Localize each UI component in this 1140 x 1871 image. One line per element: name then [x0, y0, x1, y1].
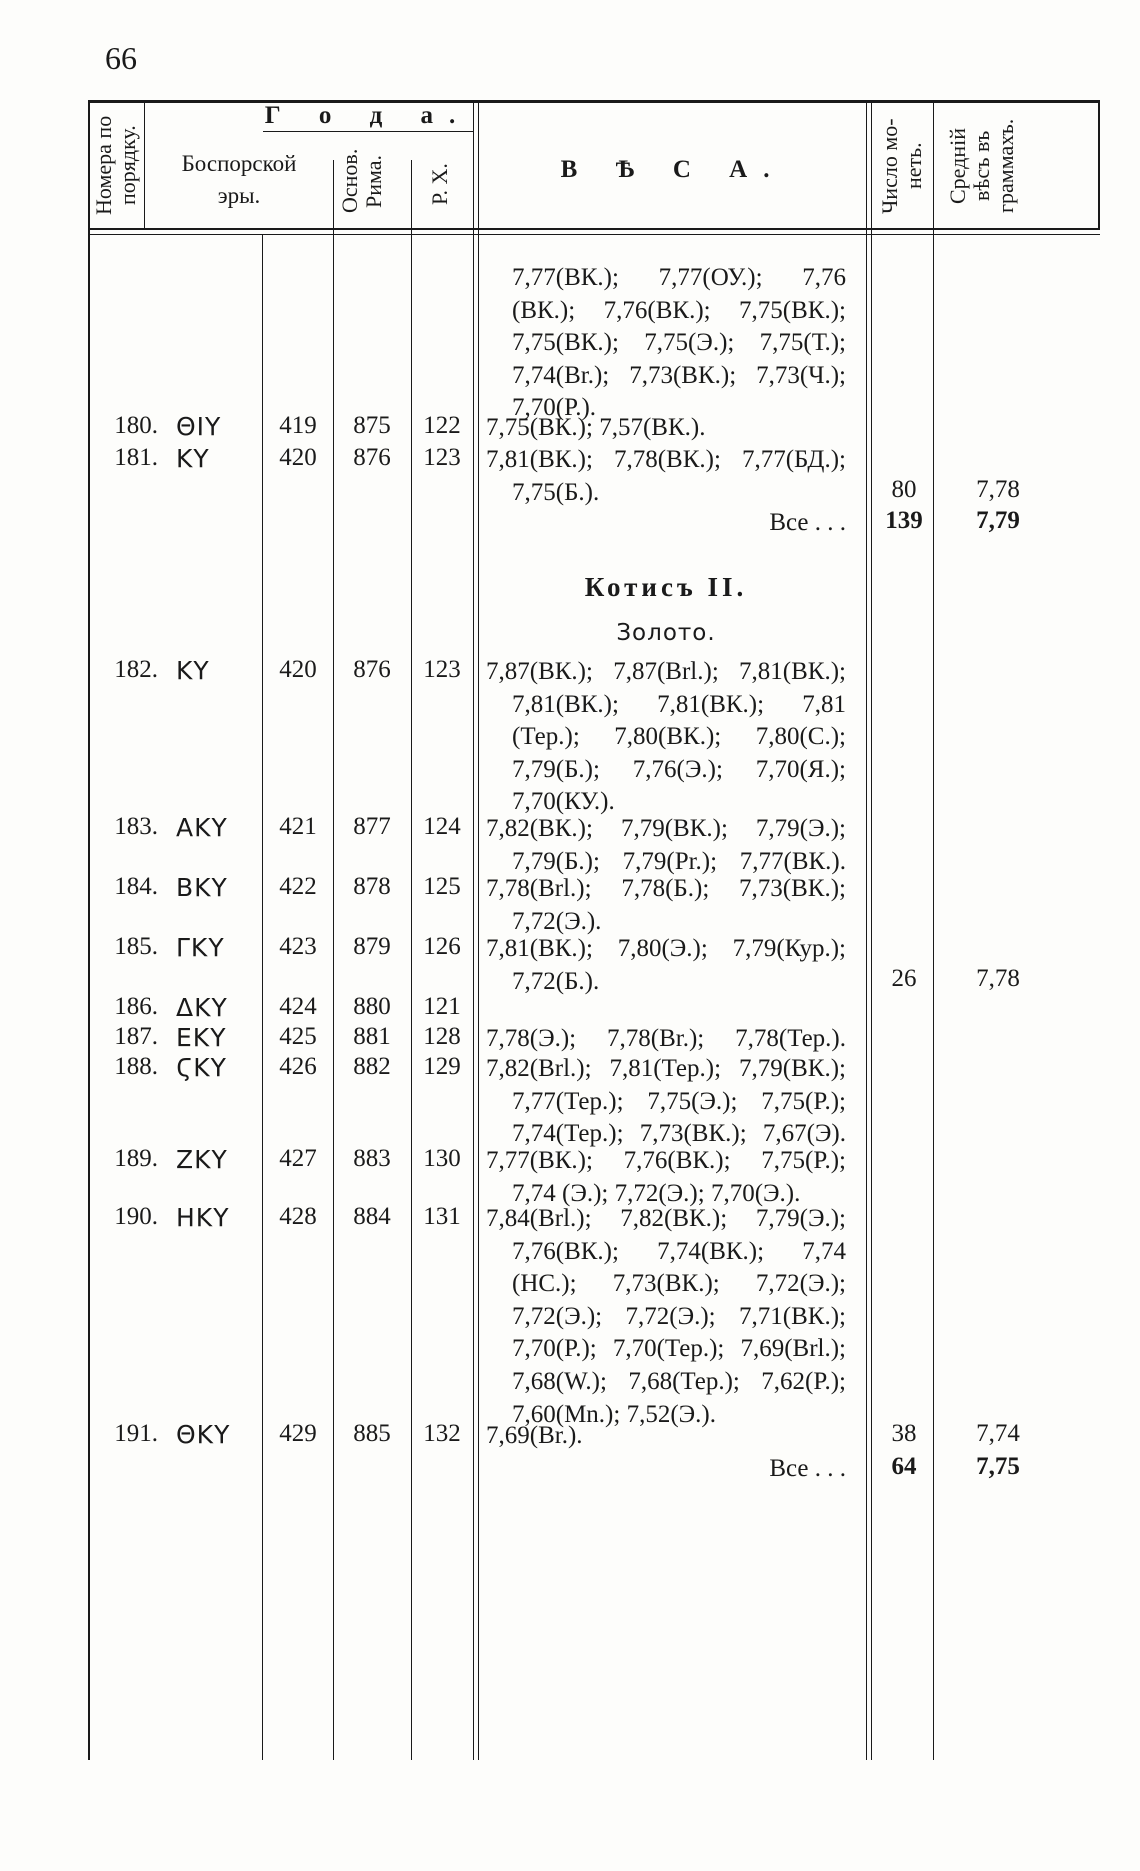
rome-year: 878	[353, 873, 391, 900]
bosporan-year: 428	[279, 1203, 317, 1230]
ad-year: 124	[423, 813, 461, 840]
ad-year: 126	[423, 933, 461, 960]
rome-year: 883	[353, 1145, 391, 1172]
greek-year: ΗΚΥ	[176, 1203, 230, 1232]
bosporan-year: 420	[279, 656, 317, 683]
weight-line: 7,78(Brl.); 7,78(Б.); 7,73(ВК.);	[486, 875, 846, 902]
col-line-ad-a	[473, 100, 474, 1760]
greek-year: ΔΚΥ	[176, 993, 228, 1022]
weights-table	[88, 102, 1100, 1760]
header-ad: Р. Х.	[427, 163, 452, 205]
weight-line: 7,76(ВК.); 7,74(ВК.); 7,74	[512, 1237, 846, 1265]
row-number: 188.	[114, 1053, 158, 1080]
total-label: Все . . .	[769, 1455, 846, 1482]
col-line-right	[1098, 100, 1100, 230]
ad-year: 122	[423, 412, 461, 439]
rome-year: 884	[353, 1203, 391, 1230]
years-rule	[263, 131, 473, 132]
bosporan-year: 421	[279, 813, 317, 840]
weight-line: (Тер.); 7,80(ВК.); 7,80(C.);	[512, 723, 846, 751]
header-count: Число мо- неть.	[877, 118, 926, 214]
greek-year: ΕΚΥ	[176, 1023, 227, 1052]
rome-year: 879	[353, 933, 391, 960]
greek-year: ϚΚΥ	[176, 1053, 227, 1082]
weight-line: 7,82(Brl.); 7,81(Тер.); 7,79(ВК.);	[486, 1055, 846, 1082]
average-weight: 7,74	[976, 1420, 1020, 1447]
weight-line: 7,78(Э.); 7,78(Br.); 7,78(Тер.).	[486, 1025, 846, 1052]
weights-cell	[486, 1420, 846, 1453]
section-title: Котисъ II.	[584, 572, 748, 602]
row-number: 189.	[114, 1145, 158, 1172]
rome-year: 877	[353, 813, 391, 840]
weight-line: 7,74(Br.); 7,73(ВК.); 7,73(Ч.);	[512, 361, 846, 389]
weights-cell	[486, 262, 846, 425]
row-number: 185.	[114, 933, 158, 960]
total-label: Все . . .	[769, 509, 846, 536]
ad-year: 129	[423, 1053, 461, 1080]
col-line-order	[144, 100, 145, 230]
weights-cell	[486, 412, 846, 445]
coin-count: 26	[891, 965, 917, 992]
row-number: 183.	[114, 813, 158, 840]
rome-year: 876	[353, 444, 391, 471]
top-rule	[88, 100, 1100, 103]
coin-count: 38	[891, 1420, 917, 1447]
col-line-w-b	[871, 100, 872, 1760]
weights-cell	[486, 1203, 846, 1431]
greek-year: ΘΙΥ	[176, 412, 222, 441]
total-average: 7,79	[976, 507, 1020, 534]
average-weight: 7,78	[976, 965, 1020, 992]
ad-year: 121	[423, 993, 461, 1020]
header-rome: Основ. Рима.	[337, 148, 386, 214]
weight-line: 7,70(КУ.).	[512, 788, 615, 816]
header-bosporan: Боспорской эры.	[181, 151, 297, 208]
rome-year: 885	[353, 1420, 391, 1447]
section-subtitle: Золото.	[616, 620, 716, 646]
weights-cell	[486, 444, 846, 509]
rome-year: 882	[353, 1053, 391, 1080]
weights-cell	[486, 873, 846, 938]
total-average: 7,75	[976, 1453, 1020, 1480]
rome-year: 880	[353, 993, 391, 1020]
weights-cell	[486, 1145, 846, 1210]
bosporan-year: 429	[279, 1420, 317, 1447]
row-number: 181.	[114, 444, 158, 471]
bosporan-year: 426	[279, 1053, 317, 1080]
weights-cell	[486, 1023, 846, 1056]
greek-year: ΚΥ	[176, 444, 210, 473]
ad-year: 132	[423, 1420, 461, 1447]
rome-year: 881	[353, 1023, 391, 1050]
weight-line: 7,69(Br.).	[486, 1422, 583, 1449]
greek-year: ΓΚΥ	[176, 933, 225, 962]
weight-line: 7,74 (Э.); 7,72(Э.); 7,70(Э.).	[512, 1179, 801, 1207]
average-weight: 7,78	[976, 476, 1020, 503]
ad-year: 130	[423, 1145, 461, 1172]
row-number: 186.	[114, 993, 158, 1020]
header-order: Номера по порядку.	[91, 115, 140, 215]
weight-line: 7,79(Б.); 7,76(Э.); 7,70(Я.);	[512, 755, 846, 783]
ad-year: 123	[423, 656, 461, 683]
total-row	[486, 507, 846, 540]
total-row	[486, 1453, 846, 1486]
ad-year: 131	[423, 1203, 461, 1230]
bosporan-year: 427	[279, 1145, 317, 1172]
weight-line: 7,72(Э.).	[512, 907, 602, 935]
weight-line: 7,75(ВК.); 7,57(ВК.).	[486, 414, 706, 441]
weight-line: 7,72(Э.); 7,72(Э.); 7,71(ВК.);	[512, 1302, 846, 1330]
weight-line: 7,72(Б.).	[512, 967, 600, 995]
weight-line: 7,81(ВК.); 7,81(ВК.); 7,81	[512, 690, 846, 718]
weight-line: (HC.); 7,73(ВК.); 7,72(Э.);	[512, 1270, 846, 1298]
header-years: Г о д а.	[264, 102, 472, 129]
bosporan-year: 424	[279, 993, 317, 1020]
weight-line: 7,84(Brl.); 7,82(ВК.); 7,79(Э.);	[486, 1205, 846, 1232]
weight-line: 7,81(ВК.); 7,80(Э.); 7,79(Кур.);	[486, 935, 846, 962]
rome-year: 875	[353, 412, 391, 439]
ad-year: 128	[423, 1023, 461, 1050]
ad-year: 125	[423, 873, 461, 900]
row-number: 182.	[114, 656, 158, 683]
col-line-count	[933, 100, 934, 1760]
weights-cell	[486, 933, 846, 998]
weight-line: 7,77(Тер.); 7,75(Э.); 7,75(P.);	[512, 1087, 846, 1115]
weights-cell	[486, 656, 846, 819]
total-count: 64	[891, 1453, 917, 1480]
weight-line: 7,77(ВК.); 7,77(ОУ.); 7,76	[512, 264, 846, 291]
weight-line: 7,68(W.); 7,68(Тер.); 7,62(P.);	[512, 1367, 846, 1395]
bosporan-year: 420	[279, 444, 317, 471]
row-number: 191.	[114, 1420, 158, 1447]
weight-line: 7,75(Б.).	[512, 478, 600, 506]
greek-year: ΚΥ	[176, 656, 210, 685]
header-weights: В Ѣ С А.	[560, 156, 786, 183]
weights-cell	[486, 1053, 846, 1151]
col-line-w-a	[866, 100, 867, 1760]
weight-line: 7,81(ВК.); 7,78(ВК.); 7,77(БД.);	[486, 446, 846, 473]
col-line-ad-b	[478, 100, 479, 1760]
weights-cell	[486, 813, 846, 878]
weight-line: 7,60(Mn.); 7,52(Э.).	[512, 1400, 716, 1428]
greek-year: ΒΚΥ	[176, 873, 228, 902]
header-rule-2	[88, 234, 1100, 235]
greek-year: ΘΚΥ	[176, 1420, 231, 1449]
header-average: Среднiй вѣсъ въ граммахъ.	[945, 118, 1018, 214]
row-number: 184.	[114, 873, 158, 900]
total-count: 139	[885, 507, 923, 534]
weight-line: 7,70(P.).	[512, 394, 597, 422]
bosporan-year: 423	[279, 933, 317, 960]
coin-count: 80	[891, 476, 917, 503]
weight-line: 7,79(Б.); 7,79(Pr.); 7,77(ВК.).	[512, 847, 846, 875]
row-number: 187.	[114, 1023, 158, 1050]
page-number: 66	[105, 40, 137, 76]
rome-year: 876	[353, 656, 391, 683]
weight-line: 7,70(P.); 7,70(Тер.); 7,69(Brl.);	[512, 1335, 846, 1363]
header-rule-1	[88, 228, 1100, 230]
greek-year: ΖΚΥ	[176, 1145, 228, 1174]
weight-line: 7,77(ВК.); 7,76(ВК.); 7,75(P.);	[486, 1147, 846, 1174]
weight-line: 7,75(ВК.); 7,75(Э.); 7,75(Т.);	[512, 329, 846, 357]
bosporan-year: 419	[279, 412, 317, 439]
weight-line: 7,87(ВК.); 7,87(Brl.); 7,81(ВК.);	[486, 658, 846, 685]
bosporan-year: 425	[279, 1023, 317, 1050]
greek-year: ΑΚΥ	[176, 813, 228, 842]
weight-line: (ВК.); 7,76(ВК.); 7,75(ВК.);	[512, 296, 846, 324]
weight-line: 7,74(Тер.); 7,73(ВК.); 7,67(Э).	[512, 1120, 846, 1148]
bosporan-year: 422	[279, 873, 317, 900]
row-number: 190.	[114, 1203, 158, 1230]
weight-line: 7,82(ВК.); 7,79(ВК.); 7,79(Э.);	[486, 815, 846, 842]
ad-year: 123	[423, 444, 461, 471]
col-line-left	[88, 100, 90, 1760]
row-number: 180.	[114, 412, 158, 439]
